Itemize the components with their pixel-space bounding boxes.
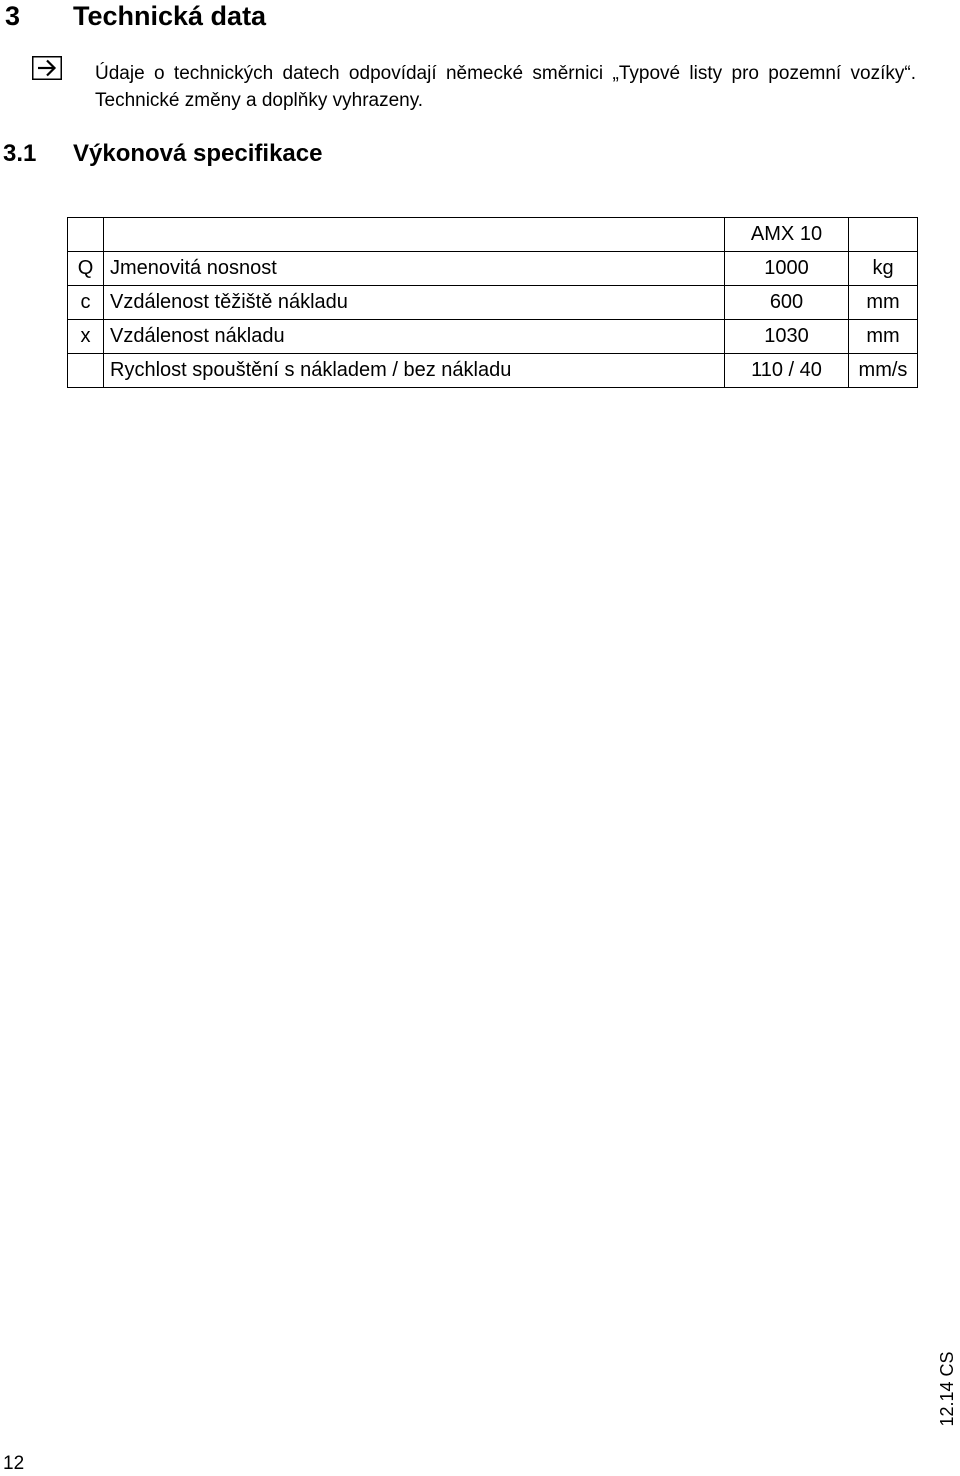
model-name: AMX 10 [725,218,849,252]
row-value: 1000 [725,252,849,286]
edition-label [932,1350,960,1428]
row-label: Vzdálenost těžiště nákladu [104,286,725,320]
row-symbol [68,354,104,388]
table-cell-empty [68,218,104,252]
row-symbol: Q [68,252,104,286]
note-text: Údaje o technických datech odpovídají německé směrnici „Typové listy pro pozemní vozíky“. Technické změny a doplňky vyhrazeny. [95,63,916,111]
row-symbol: x [68,320,104,354]
section-title: Výkonová specifikace [73,140,323,167]
row-label: Vzdálenost nákladu [104,320,725,354]
row-unit: mm [849,320,918,354]
table-cell-empty [104,218,725,252]
table-row [68,252,918,286]
table-row [68,354,918,388]
row-value: 1030 [725,320,849,354]
row-label: Jmenovitá nosnost [104,252,725,286]
table-header-row [68,218,918,252]
table-row [68,320,918,354]
row-label: Rychlost spouštění s nákladem / bez nákladu [104,354,725,388]
table-row [68,286,918,320]
spec-table [67,217,918,388]
row-unit: kg [849,252,918,286]
page-number: 12 [3,1453,25,1474]
arrow-right-icon [32,56,62,80]
chapter-number: 3 [5,1,21,31]
row-value: 600 [725,286,849,320]
row-symbol: c [68,286,104,320]
edition-text: 12.14 CS [937,1351,957,1427]
chapter-title: Technická data [73,1,267,31]
table-cell-empty [849,218,918,252]
row-value: 110 / 40 [725,354,849,388]
row-unit: mm/s [849,354,918,388]
row-unit: mm [849,286,918,320]
section-number: 3.1 [3,140,37,167]
